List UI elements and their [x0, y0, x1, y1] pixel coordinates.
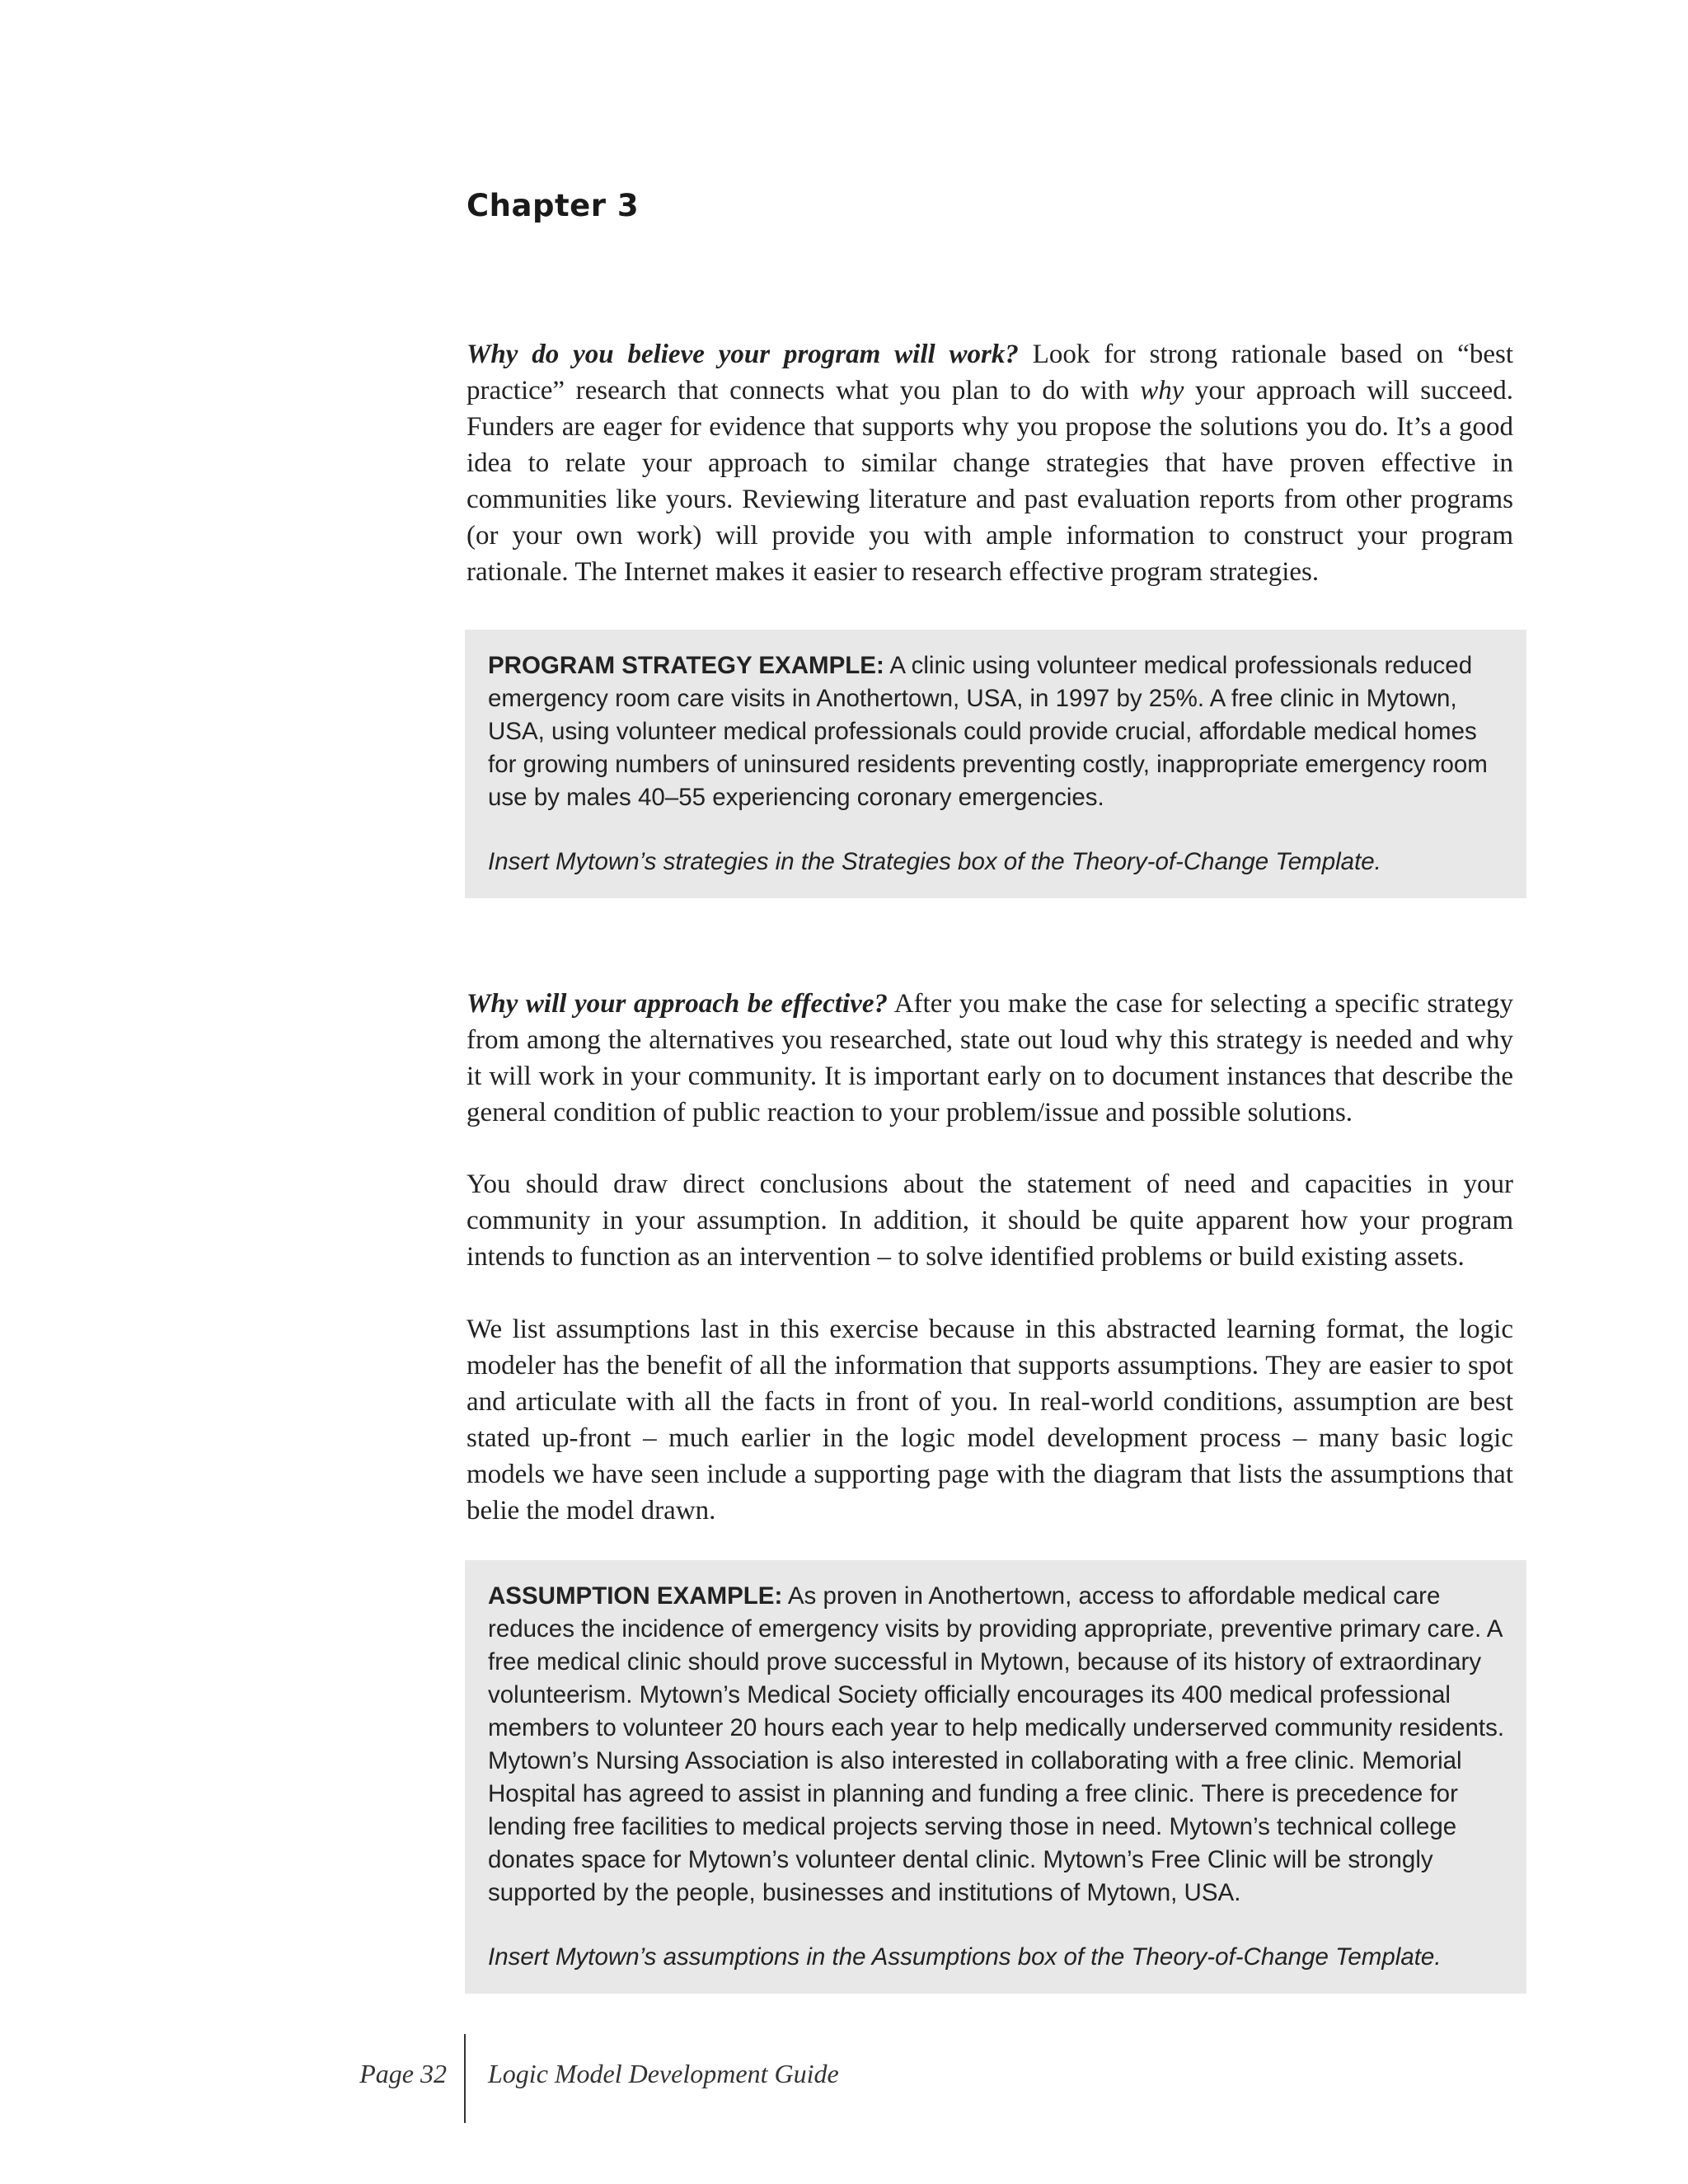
paragraph-approach-effective — [467, 986, 1513, 1131]
strategy-example-text — [488, 649, 1505, 814]
assumption-example-box — [465, 1560, 1526, 1994]
paragraph-text: After you make the case for selecting a specific strategy from among the alternatives you researched, state out loud why this strategy is needed and why it will work in your community. It is important early on to document instances that describe the general condition of public reaction to your problem/issue and possible solutions. — [467, 989, 1513, 1127]
strategy-example-label: PROGRAM STRATEGY EXAMPLE: — [488, 652, 884, 679]
assumption-example-note: Insert Mytown’s assumptions in the Assumptions box of the Theory-of-Change Template. — [488, 1943, 1442, 1971]
emphasis-why: why — [1140, 376, 1184, 405]
footer-divider — [464, 2034, 466, 2123]
assumption-example-body: As proven in Anothertown, access to affordable medical care reduces the incidence of emergency visits by providing appropriate, preventive primary care. A free medical clinic should prove successful in Mytown, because of its history of extraordinary volunteerism. Mytown’s Medical Society officially encourages its 400 medical professional members to volunteer 20 hours each year to help medically underserved community residents. Mytown’s Nursing Association is also interested in collaborating with a free clinic. Memorial Hospital has agreed to assist in planning and funding a free clinic. There is precedence for lending free facilities to medical projects serving those in need. Mytown’s technical college donates space for Mytown’s volunteer dental clinic. Mytown’s Free Clinic will be strongly supported by the people, businesses and institutions of Mytown, USA. — [488, 1582, 1505, 1906]
paragraph-program-rationale — [467, 336, 1513, 590]
page-footer — [0, 2034, 1688, 2125]
guide-title: Logic Model Development Guide — [488, 2059, 839, 2088]
question-lead: Why do you believe your program will work? — [467, 340, 1019, 369]
paragraph-conclusions: You should draw direct conclusions about the statement of need and capacities in your community in your assumption. In addition, it should be quite apparent how your program intends to function as an intervention – to solve identified problems or build existing assets. — [467, 1169, 1513, 1272]
question-lead: Why will your approach be effective? — [467, 989, 888, 1019]
paragraph-text-continued: your approach will succeed. Funders are eager for evidence that supports why you propose the solutions you do. It’s a good idea to relate your approach to similar change strategies that have proven effective in communities like yours. Reviewing literature and past evaluation reports from other programs (or your own work) will provide you with ample information to construct your program rationale. The Internet makes it easier to research effective program strategies. — [467, 376, 1513, 587]
paragraph-assumptions-last: We list assumptions last in this exercise because in this abstracted learning format, the logic modeler has the benefit of all the information that supports assumptions. They are easier to spot and articulate with all the facts in front of you. In real-world conditions, assumption are best stated up-front – much earlier in the logic model development process – many basic logic models we have seen include a supporting page with the diagram that lists the assumptions that belie the model drawn. — [467, 1315, 1513, 1526]
assumption-example-text — [488, 1580, 1505, 1910]
chapter-title: Chapter 3 — [467, 188, 640, 223]
program-strategy-example-box — [465, 630, 1526, 898]
strategy-example-note: Insert Mytown’s strategies in the Strategies box of the Theory-of-Change Template. — [488, 848, 1381, 875]
page-number: Page 32 — [359, 2059, 447, 2088]
assumption-example-label: ASSUMPTION EXAMPLE: — [488, 1582, 783, 1610]
paragraph-text: Look for strong rationale based on “best practice” research that connects what you plan to do with — [467, 340, 1513, 405]
strategy-example-body: A clinic using volunteer medical professionals reduced emergency room care visits in Anothertown, USA, in 1997 by 25%. A free clinic in Mytown, USA, using volunteer medical professionals could provide crucial, affordable medical homes for growing numbers of uninsured residents preventing costly, inappropriate emergency room use by males 40–55 experiencing coronary emergencies. — [488, 652, 1488, 811]
